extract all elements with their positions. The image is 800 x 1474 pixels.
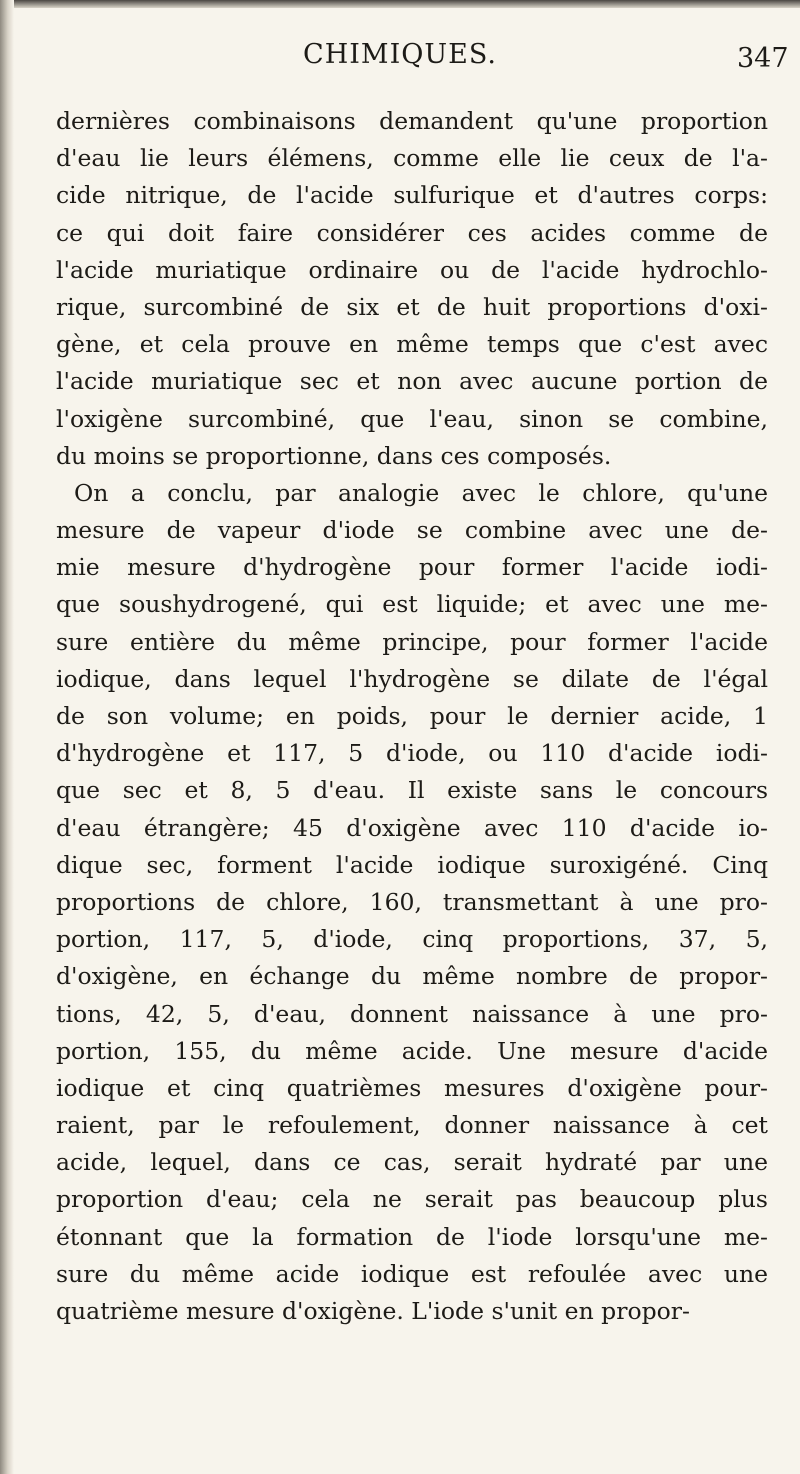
text-line: l'acide muriatique sec et non avec aucune portion de (56, 367, 768, 396)
text-line: du moins se proportionne, dans ces composés. (56, 441, 612, 470)
text-line: dique sec, forment l'acide iodique suroxigéné. Cinq (56, 850, 768, 879)
text-line: mie mesure d'hydrogène pour former l'acide iodi- (56, 553, 768, 582)
text-line: acide, lequel, dans ce cas, serait hydraté par une (56, 1148, 768, 1177)
text-line: d'eau étrangère; 45 d'oxigène avec 110 d'acide io- (56, 813, 768, 842)
text-line: raient, par le refoulement, donner naissance à cet (56, 1111, 768, 1140)
text-line: portion, 155, du même acide. Une mesure d'acide (56, 1036, 768, 1065)
text-line: cide nitrique, de l'acide sulfurique et d'autres corps: (56, 181, 768, 210)
page-binding-shadow (0, 0, 14, 1474)
running-head: CHIMIQUES. (303, 39, 497, 70)
text-line: proportion d'eau; cela ne serait pas beaucoup plus (56, 1185, 768, 1214)
text-line: tions, 42, 5, d'eau, donnent naissance à une pro- (56, 999, 768, 1028)
text-line: l'acide muriatique ordinaire ou de l'acide hydrochlo- (56, 255, 768, 284)
text-line: dernières combinaisons demandent qu'une proportion (56, 107, 768, 135)
text-line: de son volume; en poids, pour le dernier acide, 1 (56, 702, 768, 730)
page-top-shadow (0, 0, 800, 8)
text-line: On a conclu, par analogie avec le chlore, qu'une (74, 478, 768, 507)
text-line: que soushydrogené, qui est liquide; et avec une me- (56, 590, 768, 619)
body-text (56, 103, 768, 1330)
text-line: iodique, dans lequel l'hydrogène se dilate de l'égal (56, 664, 768, 693)
text-line: mesure de vapeur d'iode se combine avec une de- (56, 516, 768, 545)
text-line: proportions de chlore, 160, transmettant à une pro- (56, 887, 768, 916)
text-line: sure entière du même principe, pour former l'acide (56, 627, 768, 656)
text-line: portion, 117, 5, d'iode, cinq proportions, 37, 5, (56, 925, 768, 954)
text-line: d'hydrogène et 117, 5 d'iode, ou 110 d'acide iodi- (56, 739, 768, 768)
text-line: l'oxigène surcombiné, que l'eau, sinon se combine, (56, 404, 768, 433)
page-header (0, 39, 800, 79)
text-line: étonnant que la formation de l'iode lorsqu'une me- (56, 1222, 768, 1251)
text-line: d'eau lie leurs élémens, comme elle lie ceux de l'a- (56, 144, 768, 173)
text-line: iodique et cinq quatrièmes mesures d'oxigène pour- (56, 1073, 768, 1102)
text-line: quatrième mesure d'oxigène. L'iode s'unit en propor- (56, 1297, 690, 1325)
text-line: gène, et cela prouve en même temps que c'est avec (56, 330, 768, 359)
text-line: d'oxigène, en échange du même nombre de propor- (56, 962, 768, 991)
text-line: sure du même acide iodique est refoulée avec une (56, 1259, 768, 1288)
text-line: rique, surcombiné de six et de huit proportions d'oxi- (56, 292, 768, 321)
page-number: 347 (737, 43, 789, 74)
text-line: que sec et 8, 5 d'eau. Il existe sans le concours (56, 776, 768, 805)
text-line: ce qui doit faire considérer ces acides comme de (56, 218, 768, 247)
